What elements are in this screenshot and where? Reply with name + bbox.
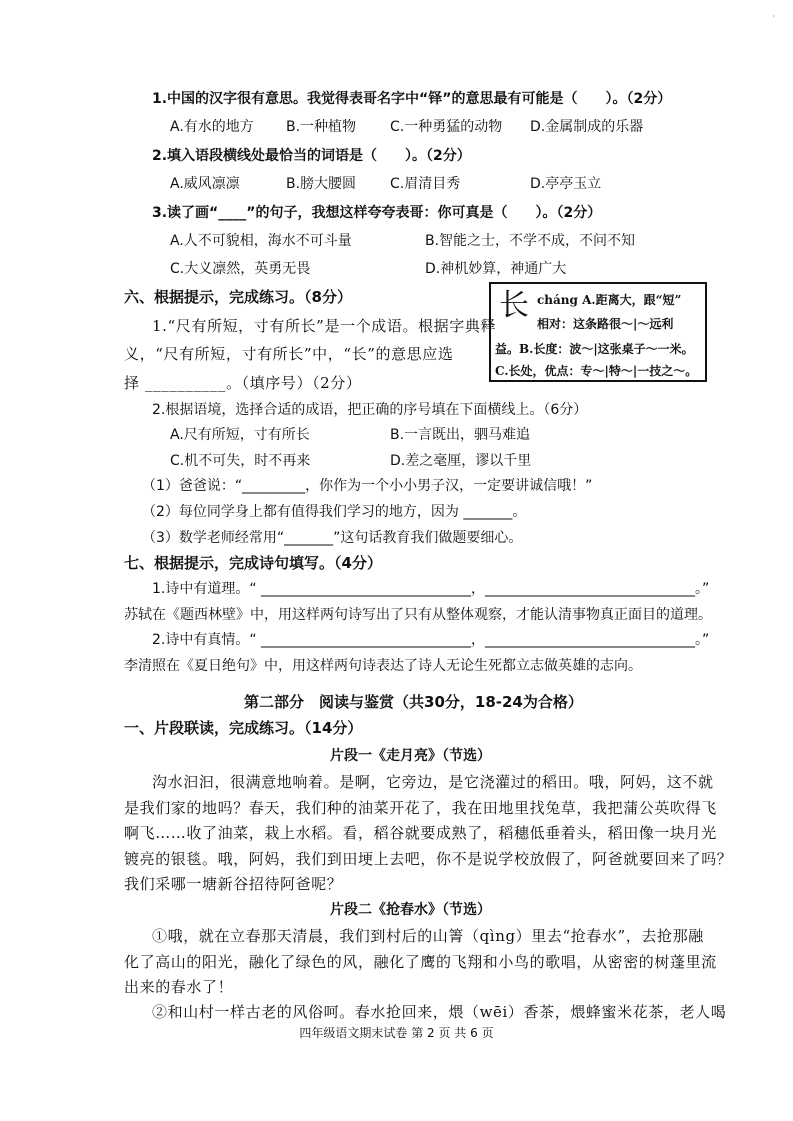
fragment-1-line: 是我们家的地吗？春天，我们种的油菜开花了，我在田地里找兔草，我把蒲公英吹得飞 — [124, 799, 717, 817]
s6-sentence-1: （1）爸爸说：“_________，你作为一个小小男子汉，一定要讲诚信哦！” — [142, 478, 593, 494]
s6-option-a: A.尺有所短，寸有所长 — [170, 427, 310, 443]
s6-p1-line1: 1.“尺有所短，寸有所长”是一个成语。根据字典释 — [152, 317, 497, 335]
question-1-stem: 1.中国的汉字很有意思。我觉得表哥名字中“铎”的意思最有可能是（ ）。（2分） — [152, 91, 672, 107]
fragment-2-title: 片段二《抢春水》（节选） — [330, 902, 491, 918]
fragment-2-line: 化了高山的阳光，融化了绿色的风，融化了鹰的飞翔和小鸟的歌唱，从密密的树蓬里流 — [124, 953, 717, 971]
q3-option-b: B.智能之士，不学不成，不问不知 — [425, 233, 636, 249]
s6-p2: 2.根据语境，选择合适的成语，把正确的序号填在下面横线上。（6分） — [152, 402, 588, 418]
question-3-stem: 3.读了画“____”的句子，我想这样夸夸表哥：你可真是（ ）。（2分） — [152, 205, 602, 221]
s6-option-c: C.机不可失，时不再来 — [170, 453, 311, 469]
page-footer: 四年级语文期末试卷 第 2 页 共 6 页 — [299, 1026, 494, 1040]
q3-option-a: A.人不可貌相，海水不可斗量 — [170, 233, 352, 249]
s6-p1-line2: 义，“尺有所短，寸有所长”中，“长”的意思应选 — [124, 345, 454, 363]
dictionary-line-4: C.长处，优点：专～|特～|一技之～。 — [495, 364, 698, 378]
fragment-2-line: ②和山村一样古老的风俗呵。春水抢回来，煨（wēi）香茶，煨蜂蜜米花茶，老人喝 — [152, 1003, 727, 1021]
dictionary-line-2: 相对：这条路很～|～远利 — [537, 317, 674, 331]
s6-sentence-3: （3）数学老师经常用“_______”这句话教育我们做题要细心。 — [142, 530, 523, 546]
fragment-1-title: 片段一《走月亮》（节选） — [330, 748, 491, 764]
q1-option-b: B.一种植物 — [286, 119, 357, 135]
corner-mark: ' — [772, 14, 775, 23]
fragment-1-line: 啊飞……收了油菜，栽上水稻。看，稻谷就要成熟了，稻穗低垂着头，稻田像一块月光 — [124, 824, 717, 842]
s6-p1-line3: 择 __________。（填序号）（2分） — [124, 374, 362, 392]
q1-option-d: D.金属制成的乐器 — [530, 119, 644, 135]
q1-option-a: A.有水的地方 — [170, 119, 254, 135]
s6-sentence-2: （2）每位同学身上都有值得我们学习的地方，因为 _______。 — [142, 504, 527, 520]
question-2-stem: 2.填入语段横线处最恰当的词语是（ ）。（2分） — [152, 148, 471, 164]
s7-p2-note: 李清照在《夏日绝句》中，用这样两句诗表达了诗人无论生死都立志做英雄的志向。 — [124, 658, 642, 674]
q1-option-c: C.一种勇猛的动物 — [390, 119, 503, 135]
s7-p2: 2.诗中有真情。“ ______________________________，______________________________。” — [152, 632, 710, 648]
fragment-1-line: 镀亮的银毯。哦，阿妈，我们到田埂上去吧，你不是说学校放假了，阿爸就要回来了吗？ — [124, 850, 733, 868]
q2-option-c: C.眉清目秀 — [390, 176, 461, 192]
q2-option-a: A.威风凛凛 — [170, 176, 240, 192]
q2-option-b: B.膀大腰圆 — [286, 176, 357, 192]
dictionary-box — [489, 282, 707, 382]
q3-option-c: C.大义凛然，英勇无畏 — [170, 261, 311, 277]
q2-option-d: D.亭亭玉立 — [530, 176, 602, 192]
section-6-title: 六、根据提示，完成练习。（8分） — [124, 288, 352, 306]
dictionary-line-3: 益。B.长度：波～|这张桌子～一米。 — [495, 342, 694, 356]
part-2-title: 第二部分 阅读与鉴赏（共30分，18-24为合格） — [244, 693, 583, 711]
s6-option-b: B.一言既出，驷马难追 — [390, 427, 531, 443]
q3-option-d: D.神机妙算，神通广大 — [425, 261, 567, 277]
s7-p1-note: 苏轼在《题西林壁》中，用这样两句诗写出了只有从整体观察，才能认清事物真正面目的道理。 — [124, 607, 712, 623]
part-2-section-1: 一、片段联读，完成练习。（14分） — [124, 719, 363, 737]
fragment-1-line: 沟水汩汩，很满意地响着。是啊，它旁边，是它浇灌过的稻田。哦，阿妈，这不就 — [152, 773, 714, 791]
dictionary-char: 长 — [499, 288, 529, 323]
fragment-2-line: 出来的春水了！ — [124, 978, 234, 996]
s6-option-d: D.差之毫厘，谬以千里 — [390, 453, 532, 469]
dictionary-line-1: cháng A.距离大，跟“短” — [537, 293, 682, 307]
fragment-2-line: ①哦，就在立春那天清晨，我们到村后的山箐（qìng）里去“抢春水”，去抢那融 — [152, 927, 704, 945]
s7-p1: 1.诗中有道理。“ ______________________________，______________________________。” — [152, 581, 710, 597]
fragment-1-line: 我们采哪一塘新谷招待阿爸呢？ — [124, 875, 343, 893]
section-7-title: 七、根据提示，完成诗句填写。（4分） — [124, 554, 382, 572]
